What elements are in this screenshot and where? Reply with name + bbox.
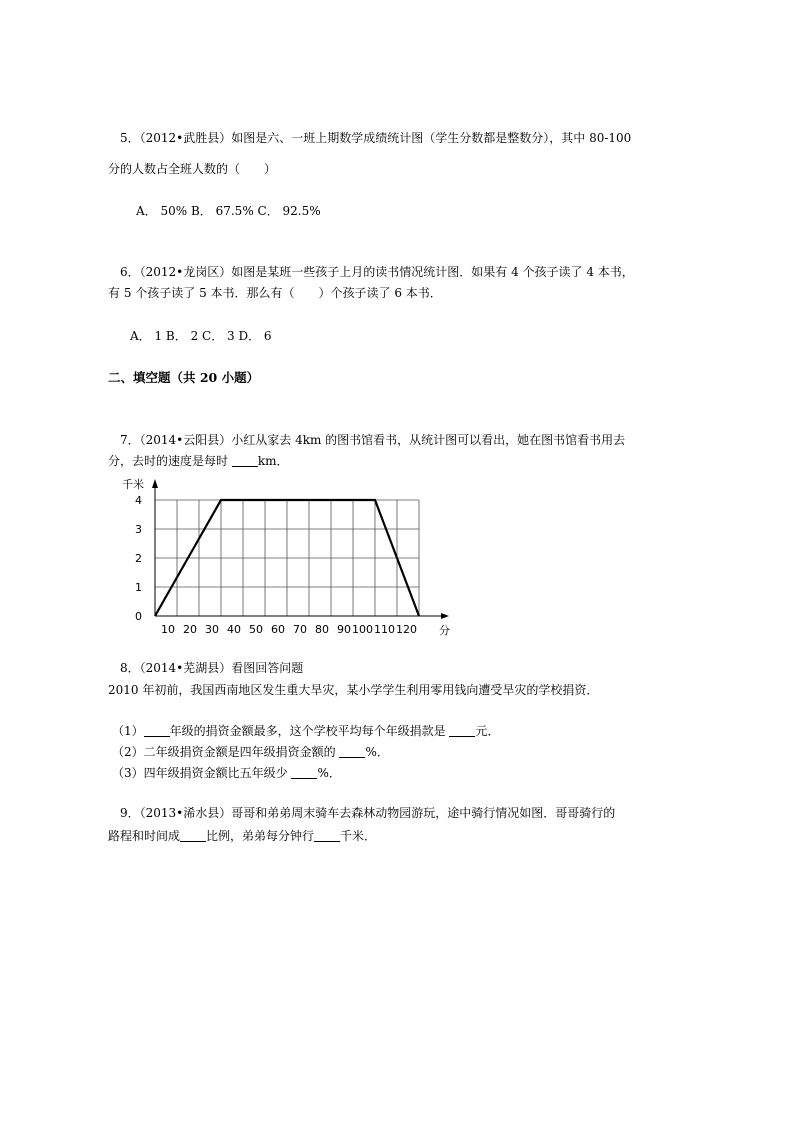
y-tick-label: 1 [135,581,142,594]
x-tick-label: 40 [227,623,241,636]
q8-blank-1[interactable] [144,724,170,737]
x-tick-label: 100 [352,623,373,636]
q6-line1: 6．（2012•龙岗区）如图是某班一些孩子上月的读书情况统计图．如果有 4 个孩子读了 4 本书， [120,265,634,279]
x-tick-label: 80 [315,623,329,636]
y-tick-label: 4 [135,494,142,507]
q5-line1: 5．（2012•武胜县）如图是六、一班上期数学成绩统计图（学生分数都是整数分），其中 80-100 [120,131,632,145]
q8-sub2 [112,744,389,760]
q8-blank-2[interactable] [449,724,475,737]
x-tick-label: 60 [271,623,285,636]
q9-line2-text-c: 千米． [340,829,377,843]
q8-line1: 8．（2014•芜湖县）看图回答问题 [120,661,304,675]
distance-time-chart [118,476,463,641]
q8-line2: 2010 年初前，我国西南地区发生重大旱灾，某小学学生利用零用钱向遭受旱灾的学校捐资． [108,683,599,697]
x-tick-label: 20 [183,623,197,636]
q7-blank[interactable] [232,454,258,467]
q8-sub1-unit: 元． [475,724,500,738]
q8-sub1 [112,723,500,739]
x-tick-label: 90 [337,623,351,636]
x-tick-label: 50 [249,623,263,636]
y-tick-label: 0 [135,610,142,623]
q8-sub1-text: 年级的捐资金额最多，这个学校平均每个年级捐款是 [169,724,446,738]
q8-sub1-num: （1） [112,724,144,738]
q9-blank-2[interactable] [314,829,340,842]
q8-sub3 [112,765,341,781]
x-tick-label: 10 [161,623,175,636]
section-heading: 二、填空题（共 20 小题） [108,370,260,385]
q8-sub2-unit: %． [365,745,389,759]
q5-options: A． 50% B． 67.5% C． 92.5% [136,204,321,218]
q7-line2-unit: km． [257,454,289,468]
q9-line2-text-a: 路程和时间成 [108,829,181,843]
q9-line2 [108,828,376,844]
q8-sub2-text: （2）二年级捐资金额是四年级捐资金额的 [112,745,336,759]
y-tick-label: 2 [135,552,142,565]
x-axis-label: 分 [439,624,450,637]
q5-line2: 分的人数占全班人数的（ ） [108,162,277,176]
x-tick-label: 120 [396,623,417,636]
q8-blank-4[interactable] [291,766,317,779]
x-tick-label: 30 [205,623,219,636]
q9-line2-text-b: 比例，弟弟每分钟行 [206,829,315,843]
q7-line2 [108,453,289,469]
y-axis-arrow [152,479,158,488]
q6-line2: 有 5 个孩子读了 5 本书．那么有（ ）个孩子读了 6 本书． [108,286,442,300]
q8-sub3-unit: %． [317,766,341,780]
q9-line1: 9．（2013•浠水县）哥哥和弟弟周末骑车去森林动物园游玩，途中骑行情况如图．哥哥骑行的 [120,806,616,820]
q8-sub3-text: （3）四年级捐资金额比五年级少 [112,766,288,780]
q7-line1: 7．（2014•云阳县）小红从家去 4km 的图书馆看书，从统计图可以看出，她在图书馆看书用去 [120,433,626,447]
q6-options: A． 1 B． 2 C． 3 D． 6 [130,329,272,343]
y-axis-label: 千米 [122,478,144,491]
x-axis-arrow [441,613,449,619]
q8-blank-3[interactable] [339,745,365,758]
q9-blank-1[interactable] [180,829,206,842]
x-tick-label: 70 [293,623,307,636]
q7-line2-text: 分，去时的速度是每时 [108,454,229,468]
x-tick-label: 110 [374,623,395,636]
y-tick-label: 3 [135,523,142,536]
